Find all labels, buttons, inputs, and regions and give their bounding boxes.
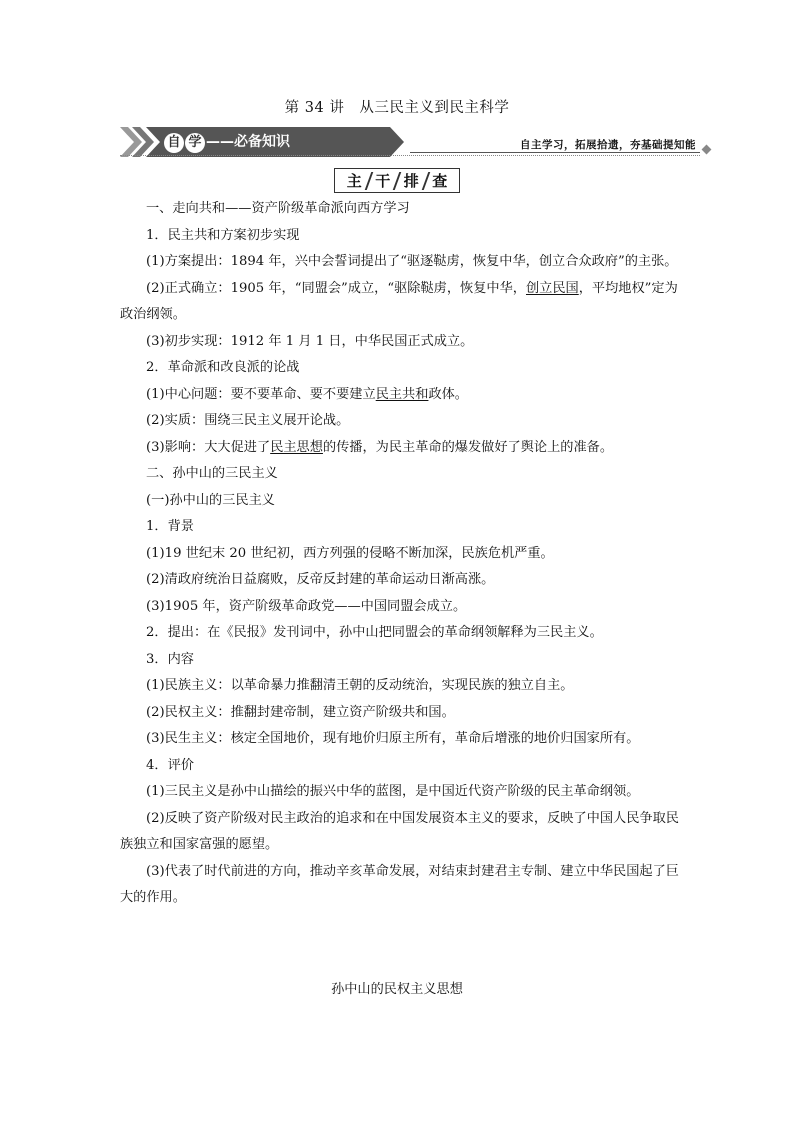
section2-e1: (1)三民主义是孙中山描绘的振兴中华的蓝图，是中国近代资产阶级的民主革命纲领。: [146, 784, 640, 799]
tag-char: 排: [403, 172, 419, 190]
banner-slogan: 自主学习，拓展拾遗，夯基础提知能: [520, 139, 696, 151]
section1-item1-title: 1．民主共和方案初步实现: [146, 227, 300, 243]
section2-bg3: (3)1905 年，资产阶级革命政党——中国同盟会成立。: [146, 598, 467, 614]
section2-content-title: 3．内容: [146, 651, 194, 667]
section2-e3: (3)代表了时代前进的方向，推动辛亥革命发展，对结束封建君主专制、建立中华民国起了巨大的作用。: [120, 863, 679, 905]
section2-bg2: (2)清政府统治日益腐败，反帝反封建的革命运动日渐高涨。: [146, 572, 495, 587]
banner-rule-dotted: [120, 155, 700, 156]
section1-q2: (2)实质：围绕三民主义展开论战。: [146, 413, 350, 428]
section2-eval-title: 4．评价: [146, 757, 194, 773]
section1-q3: (3)影响：大大促进了民主思想的传播，为民主革命的爆发做好了舆论上的准备。: [146, 439, 614, 455]
section-banner: [120, 127, 710, 157]
section1-q1: (1)中心问题：要不要革命、要不要建立民主共和政体。: [146, 386, 468, 402]
tag-char: 查: [432, 172, 448, 190]
section-tag: [334, 168, 461, 193]
lesson-title: 第 34 讲 从三民主义到民主科学: [284, 100, 510, 116]
section1-p1: (1)方案提出：1894 年，兴中会誓词提出了“驱逐鞑虏，恢复中华，创立合众政府”的主张。: [146, 254, 678, 269]
subsection-title: 孙中山的民权主义思想: [331, 982, 463, 997]
diamond-icon: [702, 145, 712, 155]
section2-propose: 2．提出：在《民报》发刊词中，孙中山把同盟会的革命纲领解释为三民主义。: [146, 625, 603, 640]
tag-char: 主: [346, 172, 362, 190]
banner-rule: [410, 152, 700, 153]
section1-item2-title: 2．革命派和改良派的论战: [146, 360, 300, 375]
section1-p3: (3)初步实现：1912 年 1 月 1 日，中华民国正式成立。: [146, 333, 474, 349]
section2-c1: (1)民族主义：以革命暴力推翻清王朝的反动统治，实现民族的独立自主。: [146, 678, 574, 693]
section2-e2: (2)反映了资产阶级对民主政治的追求和在中国发展资本主义的要求，反映了中国人民争取民族独立和国家富强的愿望。: [120, 810, 679, 852]
section2-bg-title: 1．背景: [146, 519, 194, 534]
section2-c2: (2)民权主义：推翻封建帝制，建立资产阶级共和国。: [146, 704, 455, 720]
section2-heading: 二、孙中山的三民主义: [146, 466, 278, 481]
main-content: [120, 196, 680, 912]
section2-c3: (3)民生主义：核定全国地价，现有地价归原主所有，革命后增涨的地价归国家所有。: [146, 731, 640, 746]
section-tag-row: [0, 168, 794, 193]
banner-rest: ——必备知识: [206, 134, 290, 150]
tag-char: 干: [375, 172, 391, 190]
section2-bg1: (1)19 世纪末 20 世纪初，西方列强的侵略不断加深，民族危机严重。: [146, 545, 554, 561]
section2-sub: (一)孙中山的三民主义: [146, 492, 275, 508]
section1-p2: (2)正式确立：1905 年，“同盟会”成立，“驱除鞑虏，恢复中华，创立民国，平均地权”定为政治纲领。: [120, 280, 678, 322]
banner-char-1: 自: [164, 133, 184, 153]
section1-heading: 一、走向共和——资产阶级革命派向西方学习: [146, 201, 410, 216]
banner-title: [164, 131, 290, 153]
banner-char-2: 学: [185, 133, 205, 153]
